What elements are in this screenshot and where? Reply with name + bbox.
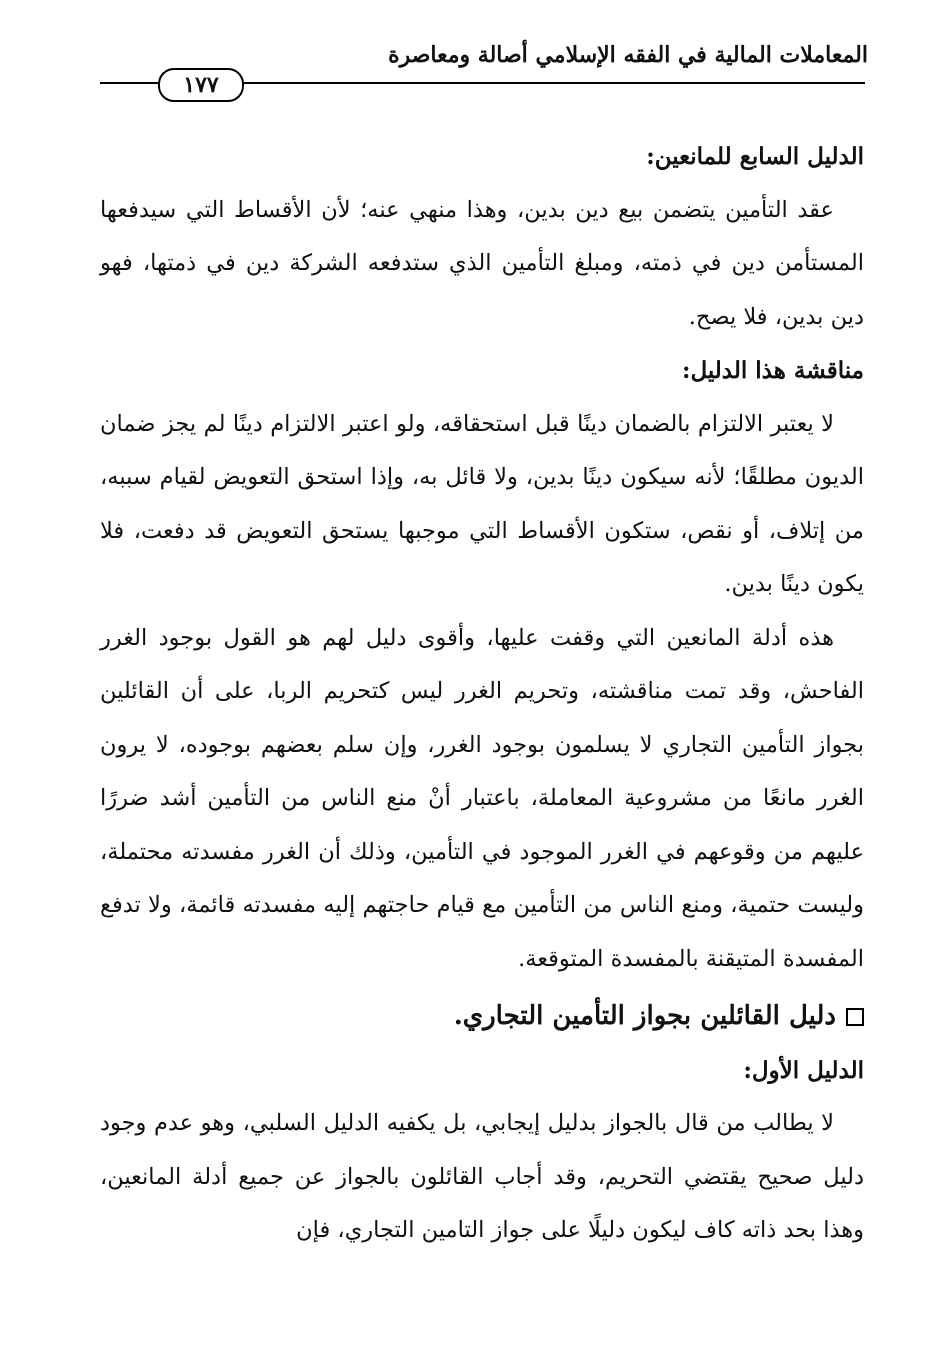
paragraph-summary: هذه أدلة المانعين التي وقفت عليها، وأقوى دليل لهم هو القول بوجود الغرر الفاحش، وقد تمت مناقشته، وتحريم الغرر ليس كتحريم الربا، على أن القائلين بجواز التأمين التجاري لا يسلمون بوجود الغرر، وإن سلم بعضهم بوجوده، لا يرون الغرر مانعًا من مشروعية المعاملة، باعتبار أنْ منع الناس من التأمين أشد ضررًا عليهم من وقوعهم في الغرر الموجود في التأمين، وذلك أن الغرر مفسدته محتملة، وليست حتمية، ومنع الناس من التأمين مع قيام حاجتهم إليه مفسدته قائمة، ولا تدفع المفسدة المتيقنة بالمفسدة المتوقعة. bbox=[100, 624, 864, 972]
paragraph-seventh-evidence: عقد التأمين يتضمن بيع دين بدين، وهذا منهي عنه؛ لأن الأقساط التي سيدفعها المستأمن دين في ذمته، ومبلغ التأمين الذي ستدفعه الشركة دين في ذمتها، فهو دين بدين، فلا يصح. bbox=[100, 196, 864, 330]
paragraph-discussion: لا يعتبر الالتزام بالضمان دينًا قبل استحقاقه، ولو اعتبر الالتزام دينًا لم يجز ضمان الديون مطلقًا؛ لأنه سيكون دينًا بدين، ولا قائل به، وإذا استحق التعويض لقيام سببه، من إتلاف، أو نقص، ستكون الأقساط التي موجبها يستحق التعويض قد دفعت، فلا يكون دينًا بدين. bbox=[100, 410, 864, 597]
page-number: ١٧٧ bbox=[158, 68, 244, 102]
heading-first-evidence: الدليل الأول: bbox=[743, 1056, 864, 1084]
paragraph-first-evidence: لا يطالب من قال بالجواز بدليل إيجابي، بل يكفيه الدليل السلبي، وهو عدم وجود دليل صحيح يقتضي التحريم، وقد أجاب القائلون بالجواز عن جميع أدلة المانعين، وهذا بحد ذاته كاف ليكون دليلًا على جواز التامين التجاري، فإن bbox=[100, 1110, 864, 1243]
page-body bbox=[100, 130, 864, 1258]
heading-seventh-evidence: الدليل السابع للمانعين: bbox=[646, 143, 864, 170]
section-title: دليل القائلين بجواز التأمين التجاري. bbox=[453, 1001, 836, 1031]
square-bullet-icon bbox=[846, 1008, 864, 1026]
heading-discussion: مناقشة هذا الدليل: bbox=[681, 357, 864, 384]
section-heading bbox=[100, 990, 864, 1044]
running-header: المعاملات المالية في الفقه الإسلامي أصالة ومعاصرة bbox=[388, 42, 868, 68]
